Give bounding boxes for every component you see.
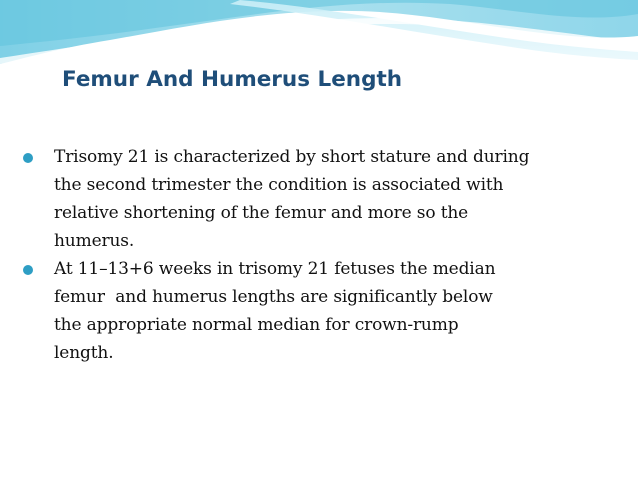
bullet-line: humerus. <box>54 231 135 251</box>
bullet-text <box>54 255 623 367</box>
bullet-line: femur and humerus lengths are significantly below <box>54 287 493 307</box>
bullet-line: Trisomy 21 is characterized by short stature and during <box>54 147 530 167</box>
bullet-list <box>23 143 623 367</box>
bullet-line: length. <box>54 343 114 363</box>
bullet-line: the appropriate normal median for crown-rump <box>54 315 459 335</box>
bullet-line: At 11–13+6 weeks in trisomy 21 fetuses the median <box>54 259 496 279</box>
bullet-line: relative shortening of the femur and more so the <box>54 203 469 223</box>
bullet-text <box>54 143 623 255</box>
slide-title: Femur And Humerus Length <box>62 67 403 92</box>
bullet-dot-icon <box>23 265 33 275</box>
bullet-item <box>23 255 623 367</box>
bullet-line: the second trimester the condition is associated with <box>54 175 504 195</box>
bullet-item <box>23 143 623 255</box>
bullet-dot-icon <box>23 153 33 163</box>
